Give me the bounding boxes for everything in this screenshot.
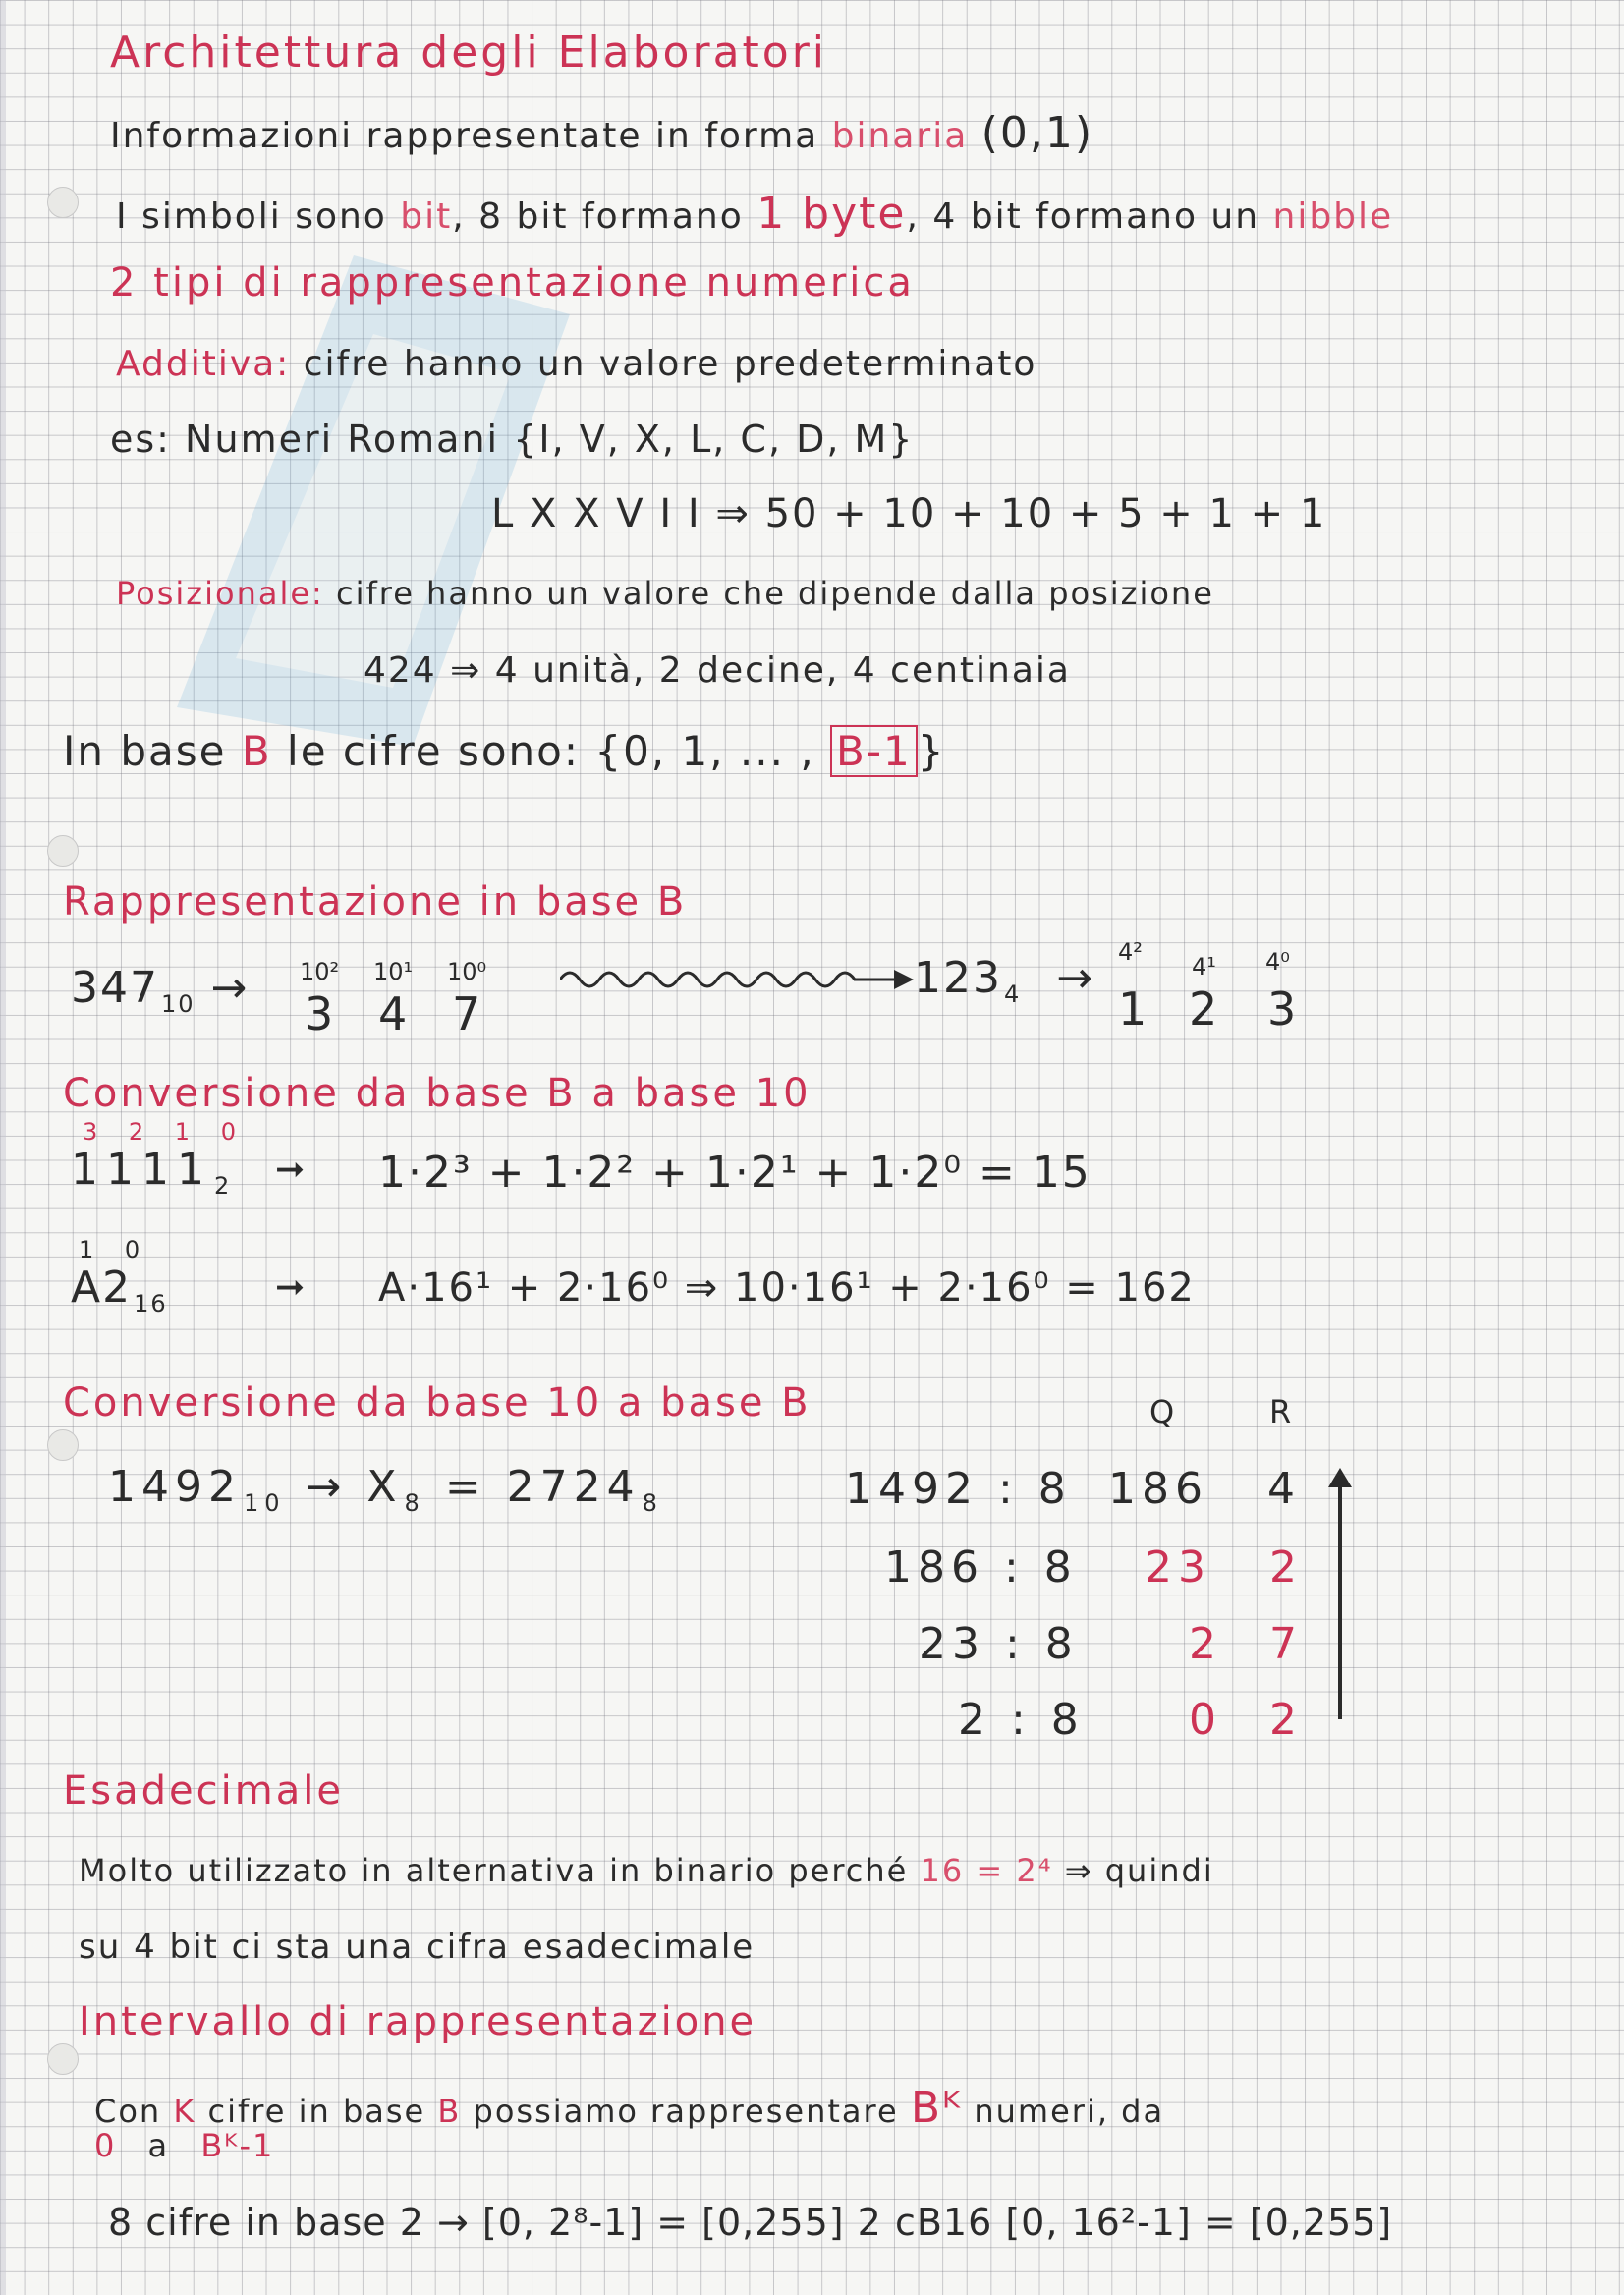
digit: 7 xyxy=(452,987,481,1040)
section-heading: Conversione da base B a base 10 xyxy=(63,1071,812,1116)
number-123: $123_4$ → xyxy=(914,953,1095,1008)
text-line: Posizionale: cifre hanno un valore che dipende dalla posizione xyxy=(116,575,1214,612)
section-heading: Esadecimale xyxy=(63,1768,344,1814)
division-row: 186 : 8 xyxy=(884,1542,1078,1593)
remainder: 2 xyxy=(1269,1542,1299,1593)
index-label: 3 2 1 0 xyxy=(83,1118,248,1146)
quotient: 186 xyxy=(1108,1464,1208,1514)
power-label: 10² xyxy=(300,958,340,985)
power-label: 4¹ xyxy=(1192,953,1216,980)
arrow: ➞ xyxy=(275,1149,308,1190)
quotient: 23 xyxy=(1145,1542,1211,1593)
digit: 3 xyxy=(1267,982,1297,1036)
power-label: 4² xyxy=(1118,938,1143,966)
quotient: 2 xyxy=(1189,1619,1218,1669)
arrow: ➞ xyxy=(275,1267,308,1308)
text-line: In base B le cifre sono: {0, 1, ... , B-1 } xyxy=(63,727,946,775)
digit: 3 xyxy=(305,987,334,1040)
power-label: 10¹ xyxy=(373,958,414,985)
number-347: $347_{10}$ → xyxy=(71,963,250,1018)
section-heading: Conversione da base 10 a base B xyxy=(63,1380,812,1426)
up-arrow-icon xyxy=(1338,1483,1342,1719)
text-line: 424 ⇒ 4 unità, 2 decine, 4 centinaia xyxy=(364,650,1071,691)
number-A2: $A2_{16}$ xyxy=(71,1262,168,1317)
index-label: 1 0 xyxy=(79,1236,152,1263)
text-line: 0 a Bᴷ-1 xyxy=(94,2127,275,2164)
text-line: 8 cifre in base 2 → [0, 2⁸-1] = [0,255] 2 cB16 [0, 16²-1] = [0,255] xyxy=(108,2201,1393,2244)
text-line: Informazioni rappresentate in forma binaria (0,1) xyxy=(110,108,1094,158)
page-title: Architettura degli Elaboratori xyxy=(110,28,828,78)
digit: 2 xyxy=(1189,982,1218,1036)
remainder: 4 xyxy=(1267,1464,1297,1514)
wavy-arrow xyxy=(560,958,914,997)
section-heading: Rappresentazione in base B xyxy=(63,879,688,924)
text-line: su 4 bit ci sta una cifra esadecimale xyxy=(79,1928,756,1967)
section-heading: Intervallo di rappresentazione xyxy=(79,1999,757,2044)
conversion-result: $1492_{10} \to X_8 = 2724_8$ xyxy=(108,1462,663,1517)
text-line: es: Numeri Romani {I, V, X, L, C, D, M} xyxy=(110,418,915,461)
section-heading: 2 tipi di rappresentazione numerica xyxy=(110,260,915,306)
expression: A·16¹ + 2·16⁰ ⇒ 10·16¹ + 2·16⁰ = 162 xyxy=(378,1265,1196,1311)
quotient: 0 xyxy=(1189,1695,1218,1745)
binder-hole xyxy=(47,1429,79,1461)
text-line: L X X V I I ⇒ 50 + 10 + 10 + 5 + 1 + 1 xyxy=(491,491,1327,536)
digit: 4 xyxy=(378,987,408,1040)
division-row: 23 : 8 xyxy=(919,1619,1079,1669)
remainder: 2 xyxy=(1269,1695,1299,1745)
text-line: I simboli sono bit, 8 bit formano 1 byte, 4 bit formano un nibble xyxy=(116,189,1394,239)
margin-line xyxy=(0,0,6,2295)
text-line: Molto utilizzato in alternativa in binario perché 16 = 2⁴ ⇒ quindi xyxy=(79,1852,1214,1889)
remainder: 7 xyxy=(1269,1619,1299,1669)
division-row: 2 : 8 xyxy=(958,1695,1085,1745)
division-row: 1492 : 8 xyxy=(845,1464,1072,1514)
binder-hole xyxy=(47,2043,79,2075)
number-1111: $1111_2$ xyxy=(71,1145,238,1200)
power-label: 4⁰ xyxy=(1265,948,1290,976)
expression: 1·2³ + 1·2² + 1·2¹ + 1·2⁰ = 15 xyxy=(378,1148,1092,1198)
binder-hole xyxy=(47,187,79,218)
remainder-header: R xyxy=(1269,1393,1292,1430)
text-line: Con K cifre in base B possiamo rappresentare Bᴷ numeri, da xyxy=(94,2083,1165,2133)
digit: 1 xyxy=(1118,982,1148,1036)
binder-hole xyxy=(47,835,79,867)
power-label: 10⁰ xyxy=(447,958,487,985)
text-line: Additiva: cifre hanno un valore predeterminato xyxy=(116,344,1037,384)
quotient-header: Q xyxy=(1149,1393,1175,1430)
